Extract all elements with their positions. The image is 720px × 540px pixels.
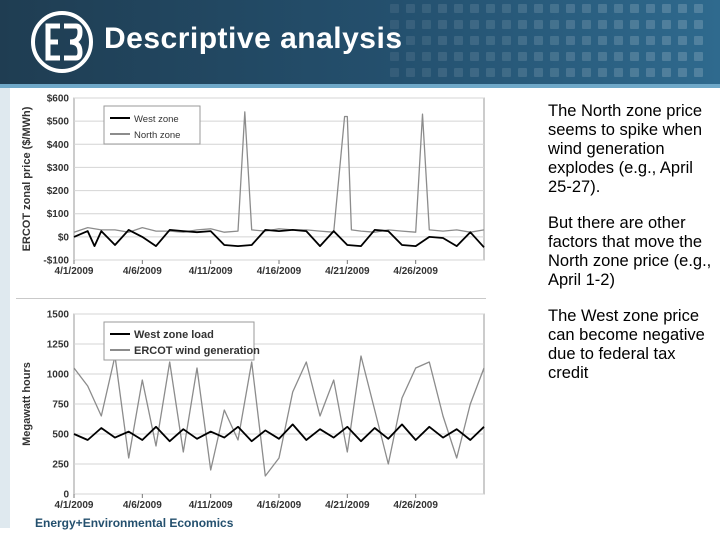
pattern-dot [550, 68, 559, 77]
pattern-dot [662, 68, 671, 77]
pattern-dot [662, 36, 671, 45]
y-tick-label: $600 [46, 93, 69, 105]
pattern-dot [422, 20, 431, 29]
pattern-dot [582, 36, 591, 45]
pattern-dot [454, 68, 463, 77]
pattern-dot [422, 36, 431, 45]
pattern-dot [582, 68, 591, 77]
pattern-dot [550, 20, 559, 29]
pattern-dot [502, 4, 511, 13]
pattern-dot [566, 36, 575, 45]
header-accent-bar [0, 84, 720, 88]
pattern-dot [406, 52, 415, 61]
pattern-dot [534, 52, 543, 61]
notes-panel [548, 102, 713, 400]
pattern-dot [534, 20, 543, 29]
pattern-dot [454, 4, 463, 13]
pattern-dot [582, 20, 591, 29]
pattern-dot [678, 36, 687, 45]
pattern-dot [486, 20, 495, 29]
slide-header [0, 0, 720, 84]
pattern-dot [470, 52, 479, 61]
pattern-dot [502, 20, 511, 29]
pattern-dot [518, 68, 527, 77]
pattern-dot [534, 36, 543, 45]
pattern-dot [470, 20, 479, 29]
pattern-dot [422, 68, 431, 77]
pattern-dot [630, 68, 639, 77]
dot-pattern-decoration [380, 0, 720, 84]
pattern-dot [694, 68, 703, 77]
pattern-dot [518, 4, 527, 13]
pattern-dot [422, 4, 431, 13]
pattern-dot [614, 36, 623, 45]
pattern-dot [694, 4, 703, 13]
pattern-dot [646, 68, 655, 77]
y-axis-label: ERCOT zonal price ($/MWh) [21, 106, 33, 252]
pattern-dot [614, 68, 623, 77]
y-tick-label: $100 [46, 209, 69, 221]
y-tick-label: 1000 [46, 369, 69, 381]
y-tick-label: $300 [46, 162, 69, 174]
pattern-dot [694, 52, 703, 61]
pattern-dot [486, 52, 495, 61]
pattern-dot [534, 4, 543, 13]
load-wind-chart [21, 310, 484, 512]
pattern-dot [486, 36, 495, 45]
y-axis-label: Megawatt hours [21, 362, 33, 446]
pattern-dot [694, 36, 703, 45]
pattern-dot [390, 68, 399, 77]
legend-label: West zone load [134, 329, 214, 341]
y-tick-label: $200 [46, 186, 69, 198]
pattern-dot [486, 68, 495, 77]
pattern-dot [646, 4, 655, 13]
pattern-dot [438, 20, 447, 29]
y-tick-label: $500 [46, 116, 69, 128]
price-chart [21, 94, 484, 278]
pattern-dot [582, 52, 591, 61]
pattern-dot [598, 20, 607, 29]
pattern-dot [598, 68, 607, 77]
pattern-dot [454, 20, 463, 29]
pattern-dot [486, 4, 495, 13]
pattern-dot [662, 20, 671, 29]
pattern-dot [598, 52, 607, 61]
pattern-dot [582, 4, 591, 13]
y-tick-label: -$100 [43, 255, 69, 267]
x-tick-label: 4/1/2009 [54, 500, 94, 511]
y-tick-label: 750 [52, 399, 69, 411]
pattern-dot [518, 20, 527, 29]
pattern-dot [646, 20, 655, 29]
note-text: The North zone price seems to spike when wind generation explodes (e.g., April 25-27). [548, 102, 703, 196]
pattern-dot [646, 36, 655, 45]
pattern-dot [566, 68, 575, 77]
pattern-dot [614, 52, 623, 61]
pattern-dot [678, 68, 687, 77]
pattern-dot [454, 36, 463, 45]
pattern-dot [662, 52, 671, 61]
pattern-dot [598, 36, 607, 45]
pattern-dot [630, 20, 639, 29]
pattern-dot [694, 20, 703, 29]
y-tick-label: 1500 [46, 309, 69, 321]
pattern-dot [566, 20, 575, 29]
pattern-dot [406, 4, 415, 13]
x-tick-label: 4/16/2009 [256, 266, 302, 277]
x-tick-label: 4/1/2009 [54, 266, 94, 277]
pattern-dot [614, 4, 623, 13]
x-tick-label: 4/21/2009 [325, 266, 370, 277]
left-margin-strip [0, 88, 10, 528]
pattern-dot [678, 52, 687, 61]
legend-label: North zone [134, 130, 181, 141]
y-tick-label: 500 [52, 429, 69, 441]
pattern-dot [470, 36, 479, 45]
pattern-dot [566, 4, 575, 13]
pattern-dot [646, 52, 655, 61]
pattern-dot [502, 52, 511, 61]
pattern-dot [662, 4, 671, 13]
pattern-dot [502, 36, 511, 45]
pattern-dot [406, 68, 415, 77]
pattern-dot [454, 52, 463, 61]
pattern-dot [598, 4, 607, 13]
pattern-dot [406, 36, 415, 45]
pattern-dot [502, 68, 511, 77]
pattern-dot [438, 36, 447, 45]
pattern-dot [630, 52, 639, 61]
pattern-dot [422, 52, 431, 61]
y-tick-label: 1250 [46, 339, 69, 351]
pattern-dot [518, 36, 527, 45]
e3-logo-icon [30, 10, 94, 74]
pattern-dot [614, 20, 623, 29]
pattern-dot [550, 4, 559, 13]
pattern-dot [678, 20, 687, 29]
legend-label: ERCOT wind generation [134, 345, 260, 357]
pattern-dot [518, 52, 527, 61]
pattern-dot [438, 68, 447, 77]
x-tick-label: 4/21/2009 [325, 500, 370, 511]
pattern-dot [390, 4, 399, 13]
pattern-dot [438, 52, 447, 61]
pattern-dot [470, 4, 479, 13]
chart-divider [16, 298, 486, 302]
charts-area [16, 90, 486, 515]
y-tick-label: $0 [57, 232, 69, 244]
pattern-dot [470, 68, 479, 77]
page-title: Descriptive analysis [104, 22, 403, 55]
footer-company-name: Energy+Environmental Economics [35, 516, 234, 530]
x-tick-label: 4/16/2009 [256, 500, 302, 511]
x-tick-label: 4/11/2009 [188, 266, 233, 277]
pattern-dot [678, 4, 687, 13]
pattern-dot [630, 36, 639, 45]
note-text: But there are other factors that move the North zone price (e.g., April 1-2) [548, 214, 712, 289]
pattern-dot [534, 68, 543, 77]
pattern-dot [566, 52, 575, 61]
note-text: The West zone price can become negative due to federal tax credit [548, 307, 705, 382]
pattern-dot [550, 36, 559, 45]
y-tick-label: 250 [52, 459, 69, 471]
pattern-dot [406, 20, 415, 29]
x-tick-label: 4/6/2009 [122, 266, 162, 277]
x-tick-label: 4/6/2009 [122, 500, 162, 511]
x-tick-label: 4/11/2009 [188, 500, 233, 511]
pattern-dot [550, 52, 559, 61]
y-tick-label: $400 [46, 139, 69, 151]
y-tick-label: 0 [63, 489, 69, 501]
pattern-dot [438, 4, 447, 13]
x-tick-label: 4/26/2009 [393, 266, 438, 277]
x-tick-label: 4/26/2009 [393, 500, 438, 511]
legend-label: West zone [134, 114, 179, 125]
pattern-dot [630, 4, 639, 13]
